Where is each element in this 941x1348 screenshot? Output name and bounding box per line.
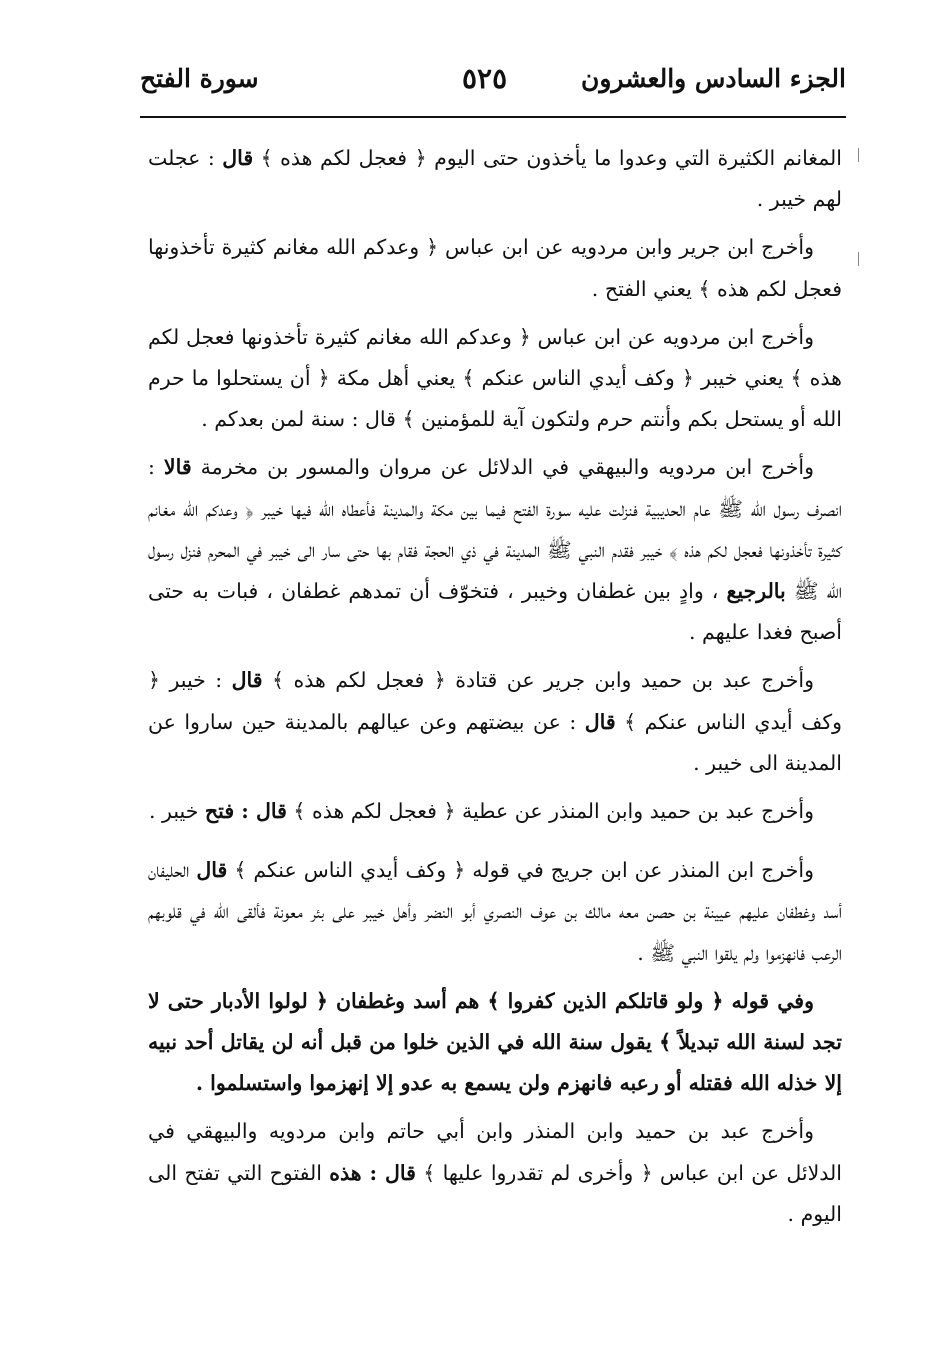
bold-text: قال : هذه: [329, 1160, 416, 1185]
body-text: [148, 138, 842, 1242]
margin-marks: [858, 140, 864, 300]
text-segment: : انصرف رسول الله ﷺ عام الحديبية فنزلت عليه سورة الفتح فيما بين مكة والمدينة فأعطاه الله فيها خيبر ﴿ وعدكم الله مغانم كثيرة تأخذونها فعجل لكم هذه ﴾ خيبر فقدم النبي ﷺ المدينة في ذي الحجة فقام بها حتى سار الى خيبر في المحرم فنزل رسول الله ﷺ: [148, 455, 842, 604]
paragraph: [148, 227, 842, 309]
paragraph: [148, 317, 842, 441]
text-segment: وأخرج عبد بن حميد وابن المنذر وابن أبي حاتم وابن مردويه والبيهقي في الدلائل عن ابن عباس ﴿ وأخرى لم تقدروا عليها ﴾: [148, 1119, 843, 1185]
text-segment: الحليفان أسد وغطفان عليهم عيينة بن حصن معه مالك بن عوف النصري أبو النضر وأهل خيبر على بئر معونة فألقى الله في قلوبهم الرعب فانهزموا ولم يلقوا النبي ﷺ .: [148, 858, 842, 965]
paragraph: [148, 660, 842, 784]
paragraph: [148, 850, 842, 974]
text-segment: ، وادٍ بين غطفان وخيبر ، فتخوّف أن تمدهم غطفان ، فبات به حتى أصبح فغدا عليهم .: [148, 579, 842, 645]
bold-text: قال : فتح: [204, 799, 287, 824]
bold-text: وفي قوله ﴿ ولو قاتلكم الذين كفروا ﴾ هم أسد وغطفان ﴿ لولوا الأدبار حتى لا تجد لسنة الله تبديلاً ﴾ يقول سنة الله في الذين خلوا من قبل أنه لن يقاتل أحد نبيه إلا خذله الله فقتله أو رعبه فانهزم ولن يسمع به عدو إلا إنهزموا واستسلموا .: [148, 988, 842, 1096]
surah-title: سورة الفتح: [140, 64, 259, 93]
text-segment: خيبر .: [149, 799, 205, 824]
paragraph: [148, 138, 842, 220]
page-header: [140, 60, 846, 112]
text-segment: : خيبر ﴿ وكف أيدي الناس عنكم ﴾: [148, 668, 842, 734]
bold-text: قال: [196, 858, 228, 883]
paragraph: [148, 1111, 842, 1235]
text-segment: المغانم الكثيرة التي وعدوا ما يأخذون حتى اليوم ﴿ فعجل لكم هذه ﴾: [253, 146, 842, 170]
bold-text: قال: [231, 668, 263, 693]
bold-text: قال: [584, 709, 616, 734]
header-rule: [140, 116, 846, 118]
bold-text: قال: [222, 146, 254, 170]
text-segment: وأخرج عبد بن حميد وابن جرير عن قتادة ﴿ فعجل لكم هذه ﴾: [262, 668, 814, 693]
text-segment: وأخرج عبد بن حميد وابن المنذر عن عطية ﴿ فعجل لكم هذه ﴾: [286, 799, 814, 824]
text-segment: وأخرج ابن جرير وابن مردويه عن ابن عباس ﴿ وعدكم الله مغانم كثيرة تأخذونها فعجل لكم هذه ﴾ يعني الفتح .: [148, 235, 842, 301]
bold-text: قالا: [163, 455, 192, 480]
paragraph: [148, 791, 842, 832]
text-segment: الفتوح التي تفتح الى اليوم .: [148, 1160, 842, 1226]
text-segment: : عن بيضتهم وعن عيالهم بالمدينة حين ساروا عن المدينة الى خيبر .: [148, 709, 842, 775]
page-number: ٥٢٥: [462, 62, 508, 95]
paragraph: [148, 447, 842, 653]
text-segment: وأخرج ابن المنذر عن ابن جريج في قوله ﴿ وكف أيدي الناس عنكم ﴾: [227, 858, 814, 883]
text-segment: وأخرج ابن مردويه والبيهقي في الدلائل عن مروان والمسور بن مخرمة: [191, 455, 814, 480]
text-segment: : عجلت لهم خيبر .: [148, 146, 842, 212]
paragraph: [148, 981, 842, 1105]
bold-text: بالرجيع: [726, 579, 786, 604]
text-segment: وأخرج ابن مردويه عن ابن عباس ﴿ وعدكم الله مغانم كثيرة تأخذونها فعجل لكم هذه ﴾ يعني خيبر ﴿ وكف أيدي الناس عنكم ﴾ يعني أهل مكة ﴿ أن يستحلوا ما حرم الله أو يستحل بكم وأنتم حرم ولتكون آية للمؤمنين ﴾ قال : سنة لمن بعدكم .: [148, 324, 842, 432]
part-title: الجزء السادس والعشرون: [580, 64, 846, 93]
